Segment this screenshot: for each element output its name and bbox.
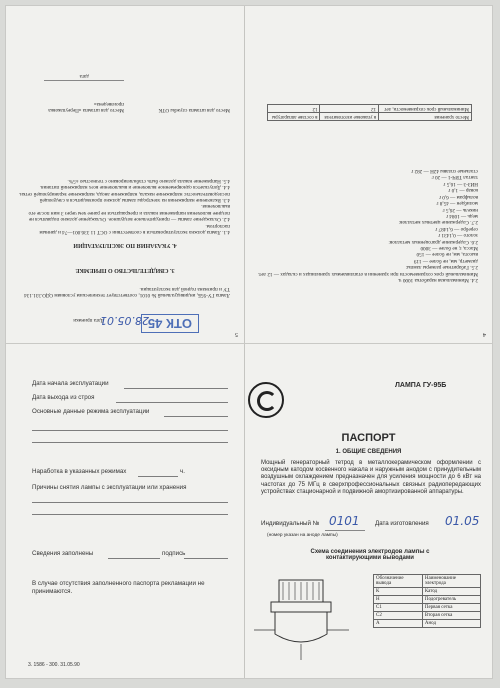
manufacture-date-label: Дата изготовления [375, 520, 429, 527]
paragraph: Минимальный срок сохраняемости при хранении в отапливаемых хранилищах и складах — 12 лет. [257, 270, 478, 277]
paragraph: серебро — 6,1487 г [435, 225, 478, 232]
table-cell: Вторая сетка [422, 612, 480, 620]
paragraph: Масса, г, не более — 3000 [420, 244, 478, 251]
page-specs [245, 6, 492, 343]
paragraph: НИЗ-3 — 16,5 г [443, 180, 478, 187]
page-number: 5 [235, 331, 238, 337]
number-note: (номер указан на аноде лампы) [267, 533, 338, 538]
table-header: Место хранения [379, 113, 472, 121]
paragraph: 4.1. Лампа должна эксплуатироваться в соответствии с ОСТ 11 336.001—74 и данным паспортом. [39, 222, 230, 235]
certificate-title: 3. СВИДЕТЕЛЬСТВО О ПРИЕМКЕ [75, 267, 175, 273]
paragraph: золото — 0,1431 г [438, 232, 478, 239]
manufacture-date-value: 01.05 [445, 514, 480, 528]
table-cell: С1 [374, 604, 423, 612]
field-line [32, 514, 228, 515]
paragraph: вольфрам — 6,0 г [438, 193, 478, 200]
date-label: дата [79, 73, 89, 79]
lamp-title: ЛАМПА ГУ-95Б [395, 382, 447, 389]
field-label: Наработка в указанных режимах [32, 468, 127, 475]
field-label: подпись [162, 550, 186, 557]
field-label: Дата выхода из строя [32, 394, 95, 401]
paragraph: тантал ТВЧ-1 — 20 г [431, 174, 478, 181]
print-footer: 3. 1586 - 300. 31.05.90 [28, 662, 80, 668]
table-cell: Анод [422, 620, 480, 628]
table-header: Обозначение вывода [374, 575, 423, 588]
individual-number-value: 0101 [329, 514, 360, 528]
paragraph: никель — 26,5 г [442, 206, 478, 213]
stamp-place: Место для штампа службы ОТК [158, 107, 230, 113]
paragraph: 2.4. Минимальная наработка 1000 ч. [397, 277, 478, 283]
field-line [138, 476, 178, 477]
paragraph: 4.5. Напряжение накала должно быть стабилизировано с точностью ±5%. [67, 177, 230, 184]
number-underline [325, 530, 365, 531]
table-cell: Катод [422, 588, 480, 596]
table-header: в составе аппаратуры [268, 113, 320, 121]
table-cell: Минимальный срок сохраняемости, лет [379, 105, 472, 113]
field-line [116, 402, 228, 403]
table-header: в упаковке изготовителя [320, 113, 379, 121]
field-line [108, 558, 160, 559]
table-cell: Н [374, 596, 423, 604]
repack-place: Место для штампа «Переупаковка произведена» [48, 100, 124, 113]
field-line [164, 416, 228, 417]
paragraph: стальные сплавы 42Н — 282 г [411, 168, 478, 175]
table-cell: Первая сетка [422, 604, 480, 612]
table-cell: 12 [320, 105, 379, 113]
specs-text [258, 168, 478, 283]
table-cell: А [374, 620, 423, 628]
paragraph: диаметр, мм, не более — 119 [413, 257, 478, 264]
passport-title: ПАСПОРТ [341, 432, 396, 444]
lamp-scheme-diagram [249, 568, 369, 664]
hours-unit: ч. [180, 468, 185, 475]
storage-table [267, 104, 472, 121]
electrode-table [373, 574, 481, 628]
paragraph: ковар — 1,0 г [448, 187, 478, 194]
table-cell: Подогреватель [422, 596, 480, 604]
field-label: Дата начала эксплуатации [32, 380, 109, 387]
lamp-description: Мощный генераторный тетрод в металлокерамическом оформлении с оксидным катодом косвенного накала и наружным анодом с принудительным воздушным охлаждением предназначен для усиления мощности до 6 кВт на частотах до 75 МГц в сверхпрофессиональных связных радиопередающих устройствах стационарной и подвижной амортизированной аппаратуры. [261, 460, 481, 495]
general-info-title: 1. ОБЩИЕ СВЕДЕНИЯ [335, 449, 402, 455]
field-line [124, 388, 228, 389]
field-line [32, 502, 228, 503]
paragraph: 4.3. Включение напряжения на электроды лампы должно производиться в следующей последовательности: напряжение накала, напряжение анода, напряжение экранирующей сетки. [18, 190, 230, 203]
field-line [32, 430, 228, 431]
manufacturer-logo-icon [248, 382, 284, 418]
acceptance-date-label: Дата приемки [73, 317, 104, 323]
paragraph: 2.5. Габаритные размеры лампы: [405, 264, 478, 271]
certificate-text: Лампа ГУ-95Б, индивидуальный № 0101, соответствует техническим условиям ОДО.331.134 ТУ и признана годной для эксплуатации. [24, 285, 230, 298]
paragraph: 2.7. Содержание цветных металлов: [398, 219, 478, 226]
warranty-note: В случае отсутствия заполненного паспорта рекламации не принимаются. [32, 580, 205, 595]
page-operation-log [6, 344, 244, 678]
otk-stamp: ОТК 45 [141, 314, 199, 333]
acceptance-certificate [6, 250, 244, 343]
individual-number-label: Индивидуальный № [261, 520, 320, 527]
paragraph: 2.6. Содержание драгоценных металлов: [388, 238, 478, 245]
page-passport-cover [245, 344, 492, 678]
table-cell: С2 [374, 612, 423, 620]
page-number: 4 [483, 331, 486, 337]
paragraph: высота, мм, не более — 150 [416, 251, 478, 258]
date-line [44, 80, 124, 81]
instructions-text [18, 177, 230, 235]
paragraph: медь — 1084 г [445, 212, 478, 219]
field-label: Сведения заполнены [32, 550, 94, 557]
scheme-title: Схема соединения электродов лампы с контактирующими выводами [310, 549, 430, 561]
field-label: Причины снятия лампы с эксплуатации или хранения [32, 484, 187, 491]
paragraph: 4.2. Охлаждение лампы — принудительное воздушное. Охлаждение должно подаваться не позднее включения напряжения накала и прекращаться не ранее чем через 3 мин после его выключения. [28, 203, 230, 223]
table-cell: К [374, 588, 423, 596]
field-label: Основные данные режима эксплуатации [32, 408, 150, 415]
field-line [184, 558, 228, 559]
paragraph: 4.4. Допускается одновременное включение и выключение всех напряжений питания. [39, 184, 230, 191]
table-header: Наименование электрода [422, 575, 480, 588]
paragraph: молибден — 45,8 г [436, 200, 478, 207]
field-line [32, 442, 228, 443]
section-title: 4. УКАЗАНИЯ ПО ЭКСПЛУАТАЦИИ [73, 242, 177, 248]
table-cell: 12 [268, 105, 320, 113]
acceptance-date-value: 28.05.01 [100, 314, 149, 327]
